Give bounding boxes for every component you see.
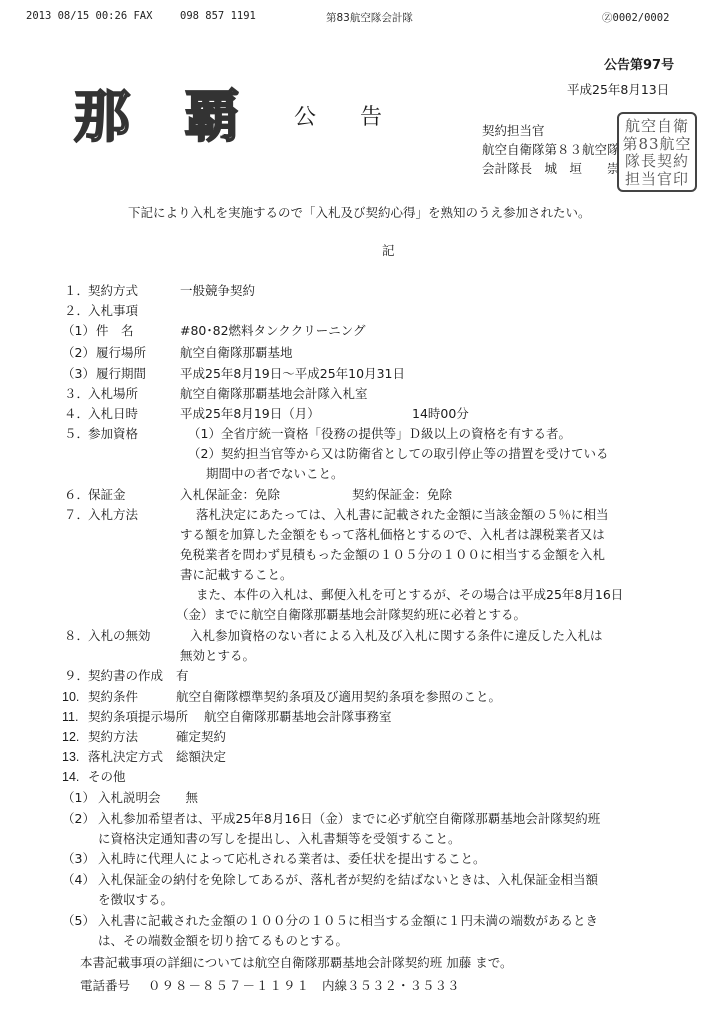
item-no: 10. <box>62 690 80 704</box>
item-value: 航空自衛隊那覇基地 <box>180 345 293 360</box>
item-label: 保証金 <box>88 487 126 502</box>
item-label: 契約方式 <box>88 283 139 298</box>
item-label: 入札日時 <box>88 406 139 421</box>
item-label: 契約条項提示場所 <box>88 709 189 724</box>
other-line: 入札時に代理人によって応札される業者は、委任状を提出すること。 <box>98 851 486 866</box>
item-no: ９． <box>64 669 90 683</box>
notice-date: 平成25年8月13日 <box>567 82 670 97</box>
stamp-char-1: 那 <box>74 84 130 150</box>
item-label: 件 名 <box>96 323 134 338</box>
intro-text: 下記により入札を実施するので「入札及び契約心得」を熟知のうえ参加されたい。 <box>128 205 591 220</box>
item-line: 免税業者を問わず見積もった金額の１０５分の１００に相当する金額を入札 <box>180 547 606 562</box>
other-line: は、その端数金額を切り捨てるものとする。 <box>98 933 349 948</box>
item-no: （1） <box>62 323 95 338</box>
item-value: 航空自衛隊那覇基地会計隊入札室 <box>180 386 368 401</box>
item-label: 参加資格 <box>88 426 139 441</box>
item-label: 契約条件 <box>88 689 139 704</box>
item-line: （2）契約担当官等から又は防衛省としての取引停止等の措置を受けている <box>188 446 609 461</box>
seal-line: 担当官印 <box>624 169 689 188</box>
ki-mark: 記 <box>382 243 395 258</box>
item-no: ４． <box>64 407 90 421</box>
seal-line: 航空自衛 <box>624 117 689 135</box>
item-value: 総額決定 <box>176 749 227 764</box>
issuer-name: 会計隊長 城 垣 崇 <box>482 161 620 176</box>
other-line: を徴収する。 <box>98 892 174 907</box>
item-value: #80･82燃料タンククリーニング <box>180 323 366 338</box>
item-label: 入札事項 <box>88 303 139 318</box>
item-value: 平成25年8月19日～平成25年10月31日 <box>180 366 405 381</box>
item-value-2: 14時00分 <box>412 406 469 421</box>
seal-line: 第83航空 <box>622 134 692 153</box>
other-no: （3） <box>62 851 95 866</box>
item-no: ６． <box>64 488 90 502</box>
item-label: 入札の無効 <box>88 628 151 643</box>
notice-number: 公告第97号 <box>604 58 675 73</box>
other-no: （4） <box>62 872 95 887</box>
detail-contact: 本書記載事項の詳細については航空自衛隊那覇基地会計隊契約班 加藤 まで。 <box>80 955 513 970</box>
item-line: 入札参加資格のない者による入札及び入札に関する条件に違反した入札は <box>190 628 603 643</box>
other-line: 入札保証金の納付を免除してあるが、落札者が契約を結ばないときは、入札保証金相当額 <box>98 872 599 887</box>
item-no: ８． <box>64 629 90 643</box>
item-no: ２． <box>64 304 90 318</box>
item-value: 航空自衛隊標準契約条項及び適用契約条項を参照のこと。 <box>176 689 502 704</box>
item-label: 入札方法 <box>88 507 139 522</box>
item-value: 平成25年8月19日（月） <box>180 406 320 421</box>
item-no: （2） <box>62 345 95 360</box>
item-no: ５． <box>64 427 90 441</box>
phone-number: ０９８－８５７－１１９１ <box>148 978 311 993</box>
item-label: 履行場所 <box>96 345 147 360</box>
fax-number: 098 857 1191 <box>180 10 256 22</box>
other-line: に資格決定通知書の写しを提出し、入札書類等を受領すること。 <box>98 831 461 846</box>
other-no: （1） <box>62 790 95 805</box>
item-value: 入札保証金：免除 <box>180 487 281 502</box>
item-label: 落札決定方式 <box>88 749 164 764</box>
other-line: 入札書に記載された金額の１００分の１０５に相当する金額に１円未満の端数があるとき <box>98 913 599 928</box>
seal-line: 隊長契約 <box>624 152 689 170</box>
other-line: 入札参加希望者は、平成25年8月16日（金）までに必ず航空自衛隊那覇基地会計隊契約班 <box>98 811 601 826</box>
stamp-char-2: 覇 <box>184 84 240 150</box>
item-value: 有 <box>176 668 189 683</box>
item-no: １． <box>64 284 90 298</box>
other-line: 入札説明会 無 <box>98 790 199 805</box>
item-label: 契約方法 <box>88 729 139 744</box>
item-no: （3） <box>62 366 95 381</box>
item-no: 13. <box>62 750 80 764</box>
item-value: 一般競争契約 <box>180 283 256 298</box>
item-line: 落札決定にあたっては、入札書に記載された金額に当該金額の５％に相当 <box>196 507 609 522</box>
fax-datetime: 2013 08/15 00:26 FAX <box>26 10 153 22</box>
item-value: 航空自衛隊那覇基地会計隊事務室 <box>204 709 392 724</box>
item-no: 12. <box>62 730 80 744</box>
item-label: 入札場所 <box>88 386 139 401</box>
fax-sender: 第83航空隊会計隊 <box>326 12 413 24</box>
naha-stamp <box>66 82 254 152</box>
other-no: （5） <box>62 913 95 928</box>
item-line: する額を加算した金額をもって落札価格とするので、入札者は課税業者又は <box>180 527 605 542</box>
item-line: （金）までに航空自衛隊那覇基地会計隊契約班に必着とする。 <box>176 607 527 622</box>
item-line: 書に記載すること。 <box>180 567 293 582</box>
item-line: また、本件の入札は、郵便入札を可とするが、その場合は平成25年8月16日 <box>196 587 624 602</box>
item-label: 契約書の作成 <box>88 668 164 683</box>
phone-label: 電話番号 <box>80 978 131 993</box>
item-line: 期間中の者でないこと。 <box>206 466 344 481</box>
fax-page: Ⓩ0002/0002 <box>602 12 670 24</box>
notice-title: 公 告 <box>294 105 383 130</box>
item-line: （1）全省庁統一資格「役務の提供等」Ｄ級以上の資格を有する者。 <box>188 426 571 441</box>
item-no: 14. <box>62 770 80 784</box>
item-value-2: 契約保証金：免除 <box>352 487 453 502</box>
item-no: ３． <box>64 387 90 401</box>
item-no: 11. <box>62 710 79 724</box>
other-no: （2） <box>62 811 95 826</box>
phone-extension: 内線３５３２・３５３３ <box>322 978 460 993</box>
item-line: 無効とする。 <box>180 648 256 663</box>
issuer-unit: 航空自衛隊第８３航空隊 <box>482 142 620 157</box>
issuer-role: 契約担当官 <box>482 123 545 138</box>
official-seal <box>617 112 697 192</box>
item-no: ７． <box>64 508 90 522</box>
item-value: 確定契約 <box>176 729 227 744</box>
item-label: 履行期間 <box>96 366 147 381</box>
item-label: その他 <box>88 769 126 784</box>
